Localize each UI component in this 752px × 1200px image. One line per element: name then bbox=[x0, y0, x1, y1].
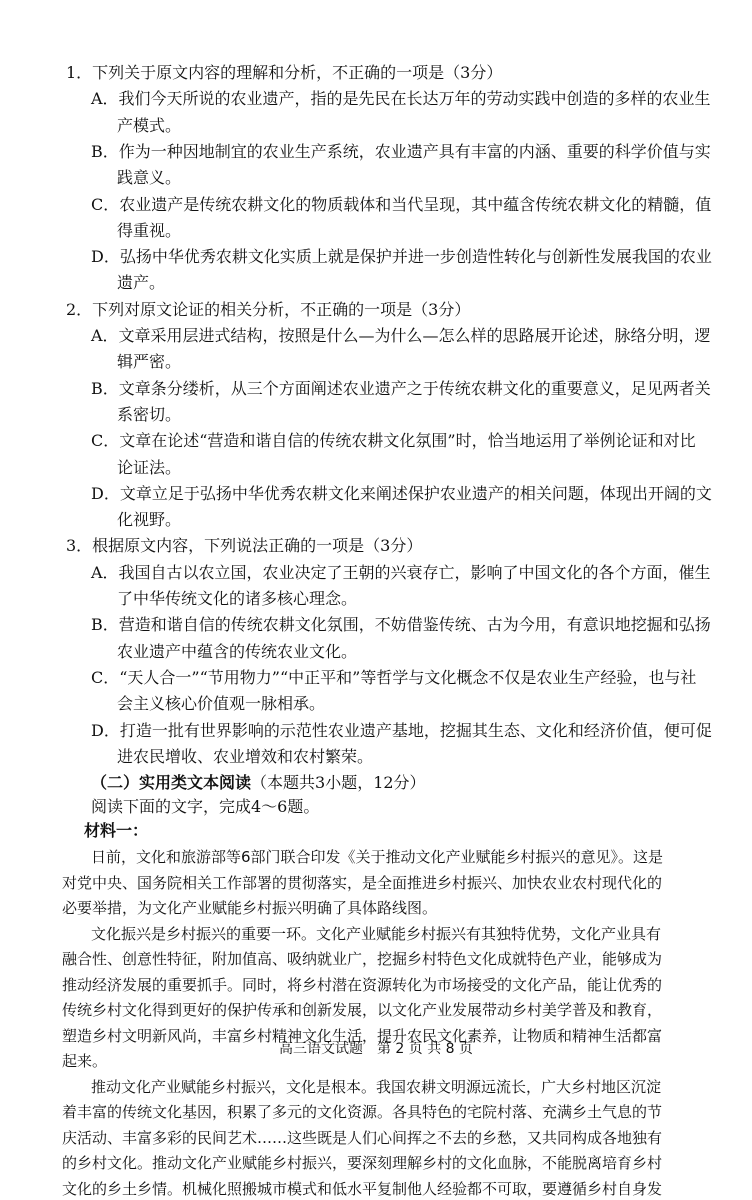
paragraph-line: 塑造乡村文明新风尚，丰富乡村精神文化生活，提升农民文化素养，让物质和精神生活都富 bbox=[62, 1026, 663, 1045]
option-line: B．营造和谐自信的传统农耕文化氛围，不妨借鉴传统、古为今用，有意识地挖掘和弘扬 bbox=[91, 615, 711, 635]
option-line: C．“天人合一”“节用物力”“中正平和”等哲学与文化概念不仅是农业生产经验，也与社 bbox=[91, 667, 697, 687]
paragraph-line: 推动经济发展的重要抓手。同时，将乡村潜在资源转化为市场接受的文化产品，能让优秀的 bbox=[62, 975, 663, 994]
option-line: C．农业遗产是传统农耕文化的物质载体和当代呈现，其中蕴含传统农耕文化的精髓，值 bbox=[91, 194, 712, 214]
option-continuation: 辑严密。 bbox=[117, 352, 182, 372]
paragraph-line: 传统乡村文化得到更好的保护传承和创新发展，以文化产业发展带动乡村美学普及和教育， bbox=[62, 1001, 663, 1020]
paragraph-line: 文化的乡土乡情。机械化照搬城市模式和低水平复制他人经验都不可取，要遵循乡村自身发 bbox=[62, 1179, 663, 1198]
option-continuation: 践意义。 bbox=[117, 168, 182, 188]
page-footer: 高三语文试题 第 2 页 共 8 页 bbox=[278, 1041, 474, 1057]
section-heading bbox=[91, 772, 651, 794]
paragraph-line: 融合性、创意性特征，附加值高、吸纳就业广，挖掘乡村特色文化成就特色产业，能够成为 bbox=[62, 950, 663, 969]
option-line: A．文章采用层进式结构，按照是什么—为什么—怎么样的思路展开论述，脉络分明，逻 bbox=[91, 326, 711, 345]
option-continuation: 了中华传统文化的诸多核心理念。 bbox=[117, 589, 358, 608]
option-continuation: 论证法。 bbox=[117, 457, 182, 477]
question-stem: 1．下列关于原文内容的理解和分析，不正确的一项是（3分） bbox=[66, 63, 503, 82]
paragraph-line: 着丰富的传统文化基因，积累了多元的文化资源。各具特色的宅院村落、充满乡土气息的节 bbox=[62, 1103, 663, 1122]
option-continuation: 化视野。 bbox=[117, 510, 182, 530]
option-continuation: 得重视。 bbox=[117, 220, 182, 240]
option-continuation: 产模式。 bbox=[117, 115, 182, 135]
option-continuation: 会主义核心价值观一脉相承。 bbox=[117, 694, 326, 714]
option-line: D．文章立足于弘扬中华优秀农耕文化来阐述保护农业遗产的相关问题，体现出开阔的文 bbox=[91, 483, 712, 503]
paragraph-line: 起来。 bbox=[62, 1052, 108, 1071]
option-continuation: 系密切。 bbox=[117, 404, 182, 424]
paragraph-line: 的乡村文化。推动文化产业赋能乡村振兴，要深刻理解乡村的文化血脉，不能脱离培育乡村 bbox=[62, 1154, 663, 1173]
option-line: B．作为一种因地制宜的农业生产系统，农业遗产具有丰富的内涵、重要的科学价值与实 bbox=[91, 141, 711, 161]
paragraph-line: 日前，文化和旅游部等6部门联合印发《关于推动文化产业赋能乡村振兴的意见》。这是 bbox=[91, 848, 664, 867]
material-label: 材料一： bbox=[84, 821, 149, 841]
option-line: D．弘扬中华优秀农耕文化实质上就是保护并进一步创造性转化与创新性发展我国的农业 bbox=[91, 247, 712, 267]
paragraph-line: 推动文化产业赋能乡村振兴，文化是根本。我国农耕文明源远流长，广大乡村地区沉淀 bbox=[91, 1077, 662, 1096]
option-continuation: 遗产。 bbox=[117, 273, 166, 293]
paragraph-line: 文化振兴是乡村振兴的重要一环。文化产业赋能乡村振兴有其独特优势，文化产业具有 bbox=[91, 924, 662, 943]
paragraph-line: 必要举措，为文化产业赋能乡村振兴明确了具体路线图。 bbox=[62, 899, 438, 918]
option-continuation: 农业遗产中蕴含的传统农业文化。 bbox=[117, 641, 358, 661]
option-line: D．打造一批有世界影响的示范性农业遗产基地，挖掘其生态、文化和经济价值，便可促 bbox=[91, 720, 712, 740]
option-line: A．我们今天所说的农业遗产，指的是先民在长达万年的劳动实践中创造的多样的农业生 bbox=[91, 89, 711, 109]
question-stem: 3．根据原文内容，下列说法正确的一项是（3分） bbox=[66, 536, 423, 556]
instruction: 阅读下面的文字，完成4～6题。 bbox=[91, 797, 320, 817]
section-note: （本题共3小题，12分） bbox=[251, 773, 426, 793]
option-continuation: 进农民增收、农业增效和农村繁荣。 bbox=[117, 746, 374, 766]
question-stem: 2．下列对原文论证的相关分析，不正确的一项是（3分） bbox=[66, 299, 471, 319]
option-line: B．文章条分缕析，从三个方面阐述农业遗产之于传统农耕文化的重要意义，足见两者关 bbox=[91, 378, 711, 398]
option-line: C．文章在论述“营造和谐自信的传统农耕文化氛围”时，恰当地运用了举例论证和对比 bbox=[91, 431, 696, 451]
section-title: （二）实用类文本阅读 bbox=[91, 773, 252, 793]
paragraph-line: 庆活动、丰富多彩的民间艺术……这些既是人们心间挥之不去的乡愁，又共同构成各地独有 bbox=[62, 1128, 663, 1147]
paragraph-line: 对党中央、国务院相关工作部署的贯彻落实，是全面推进乡村振兴、加快农业农村现代化的 bbox=[62, 873, 663, 892]
option-line: A．我国自古以农立国，农业决定了王朝的兴衰存亡，影响了中国文化的各个方面，催生 bbox=[91, 562, 711, 582]
